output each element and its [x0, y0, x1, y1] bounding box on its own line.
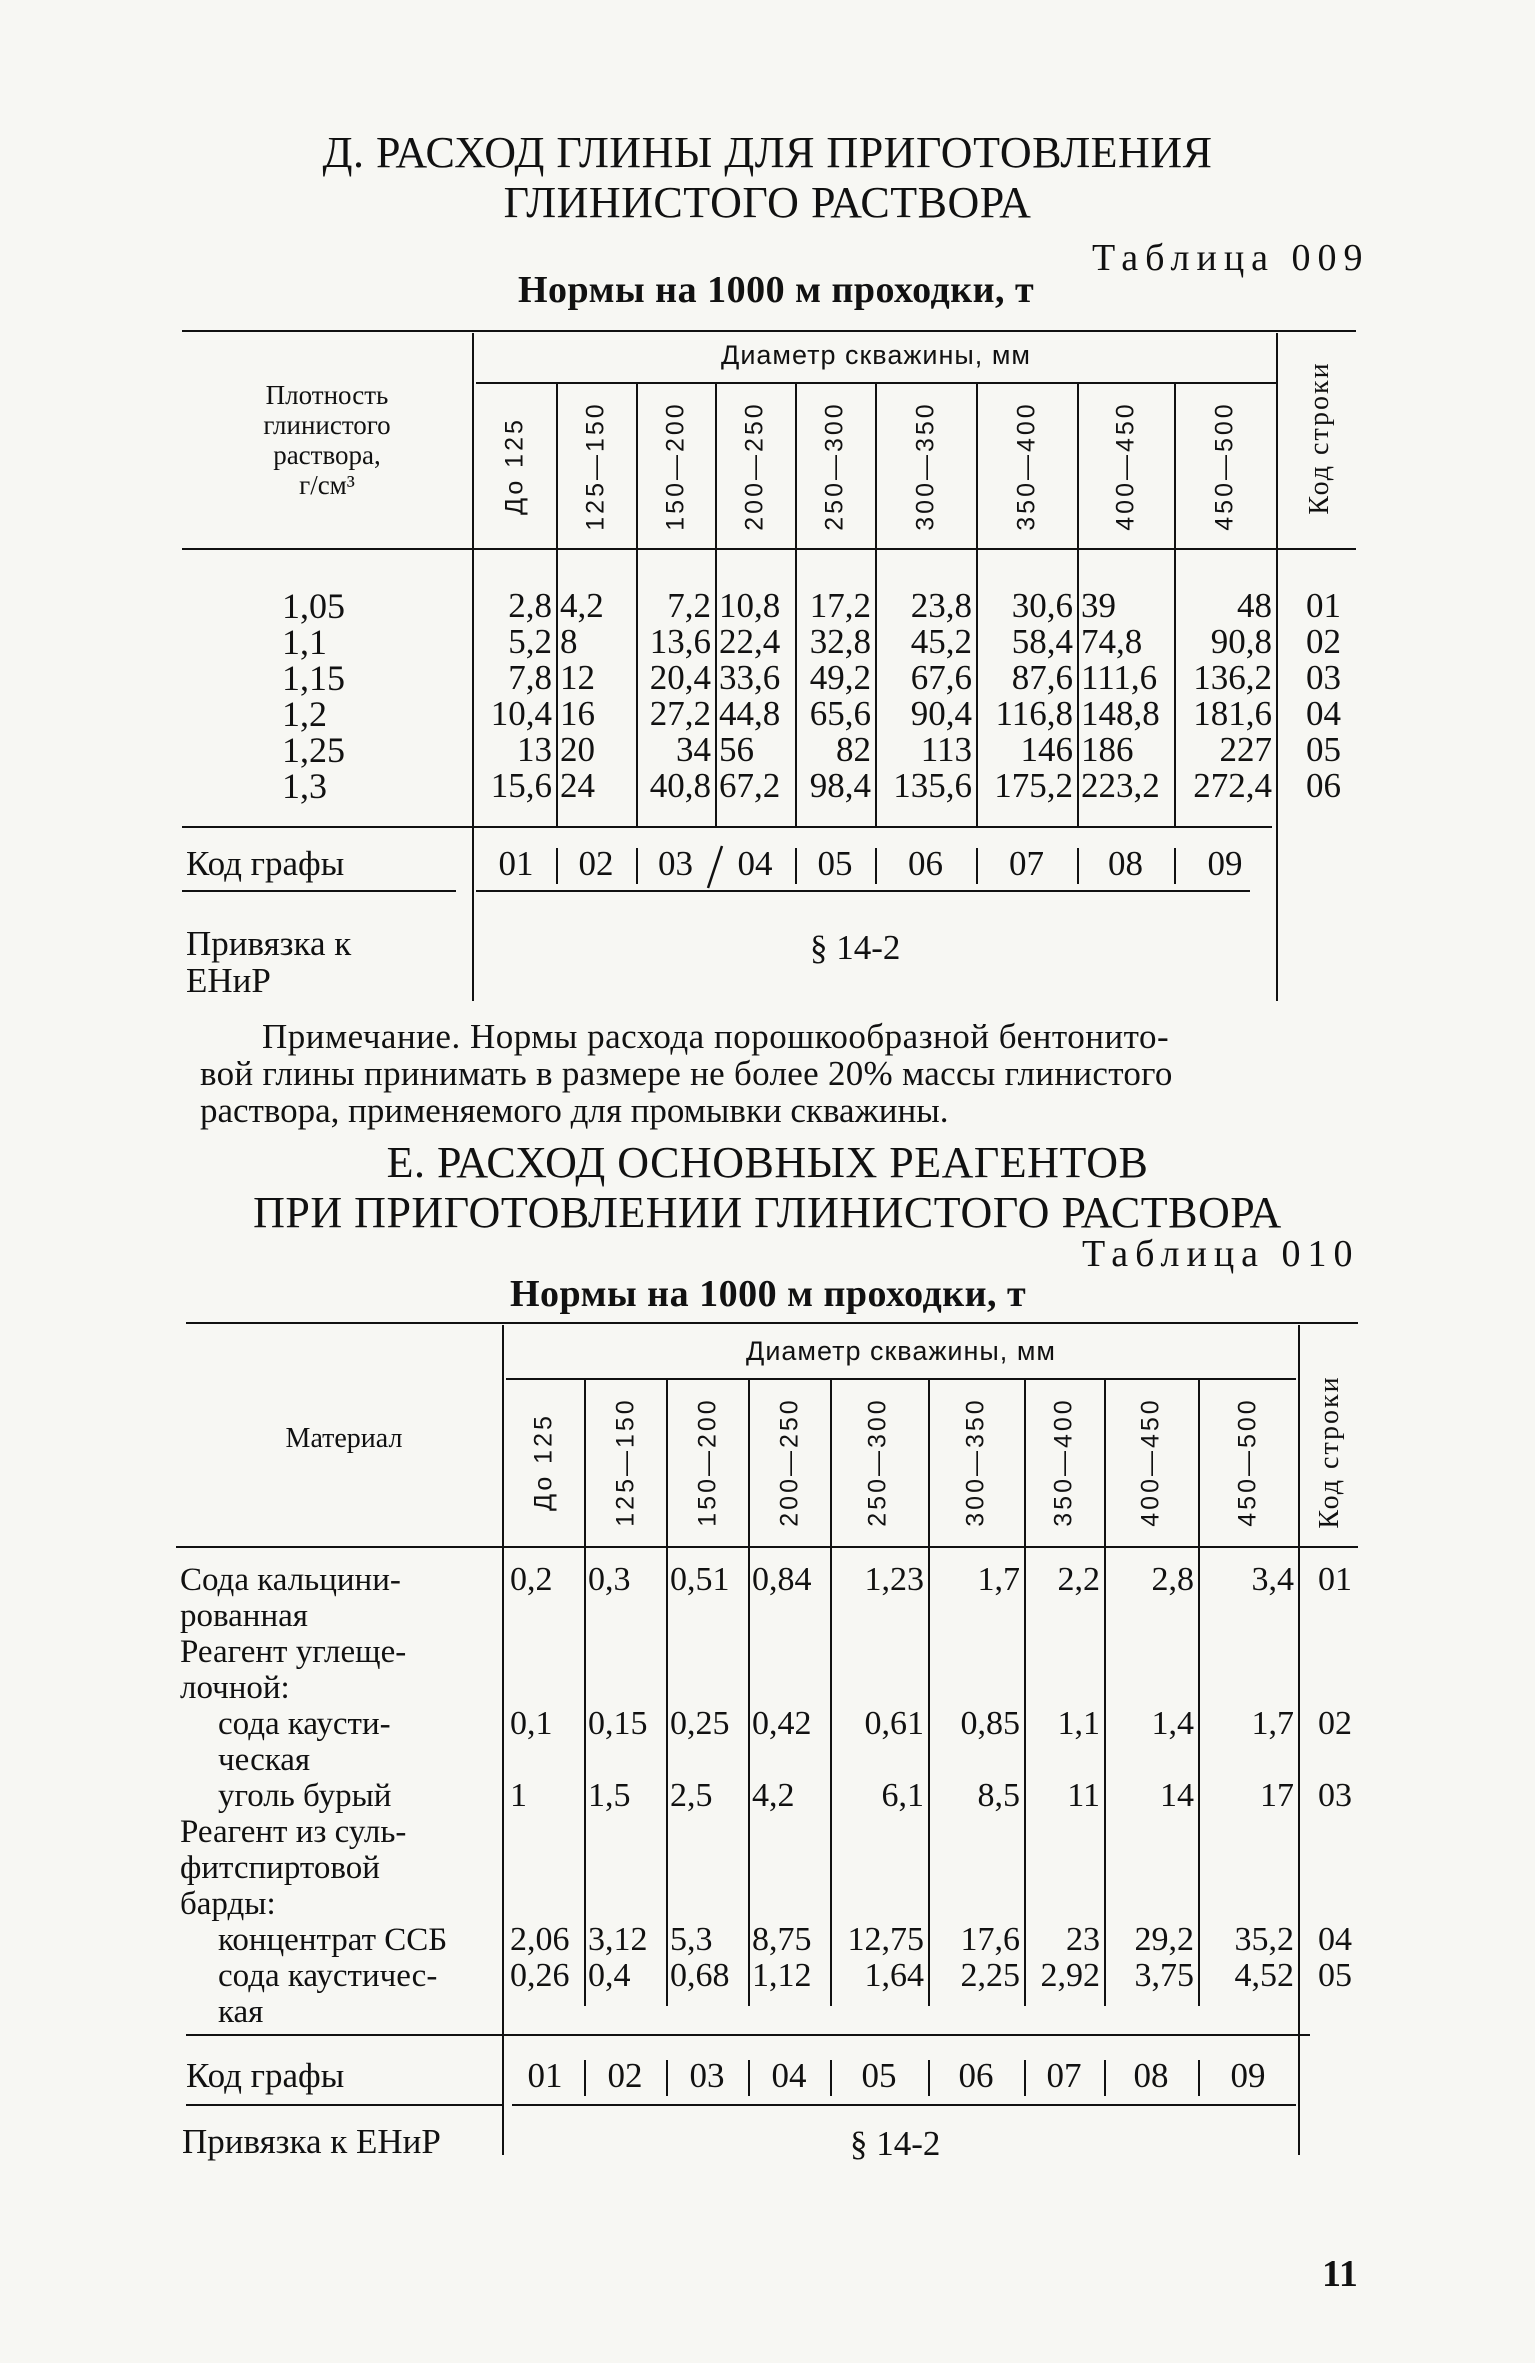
table-cell: 23,8: [910, 586, 972, 625]
table-cell: 90,4: [910, 694, 972, 733]
table-cell: 3,75: [1134, 1957, 1194, 1994]
table-cell: 186: [1081, 730, 1134, 769]
table-cell: 0,51: [670, 1561, 730, 1598]
table-cell: 12,75: [847, 1921, 924, 1958]
table-cell: 3,12: [588, 1921, 648, 1958]
table-cell: 111,6: [1081, 658, 1158, 697]
table-cell: 32,8: [809, 622, 871, 661]
table-cell: 1,4: [1151, 1705, 1194, 1742]
diam-col-header: 150—200: [693, 1397, 722, 1527]
table-cell: 1,1: [1057, 1705, 1100, 1742]
table-cell: 1: [510, 1777, 527, 1814]
table-cell: 27,2: [649, 694, 711, 733]
col-code: 04: [737, 844, 773, 883]
table-cell: 1,64: [864, 1957, 924, 1994]
row-code: 06: [1306, 766, 1341, 805]
ref-label: Привязка к: [186, 924, 352, 963]
col-code: 02: [607, 2056, 643, 2095]
table-cell: 0,2: [510, 1561, 553, 1598]
table-cell: 5,3: [670, 1921, 713, 1958]
material-line: барды:: [180, 1886, 276, 1922]
table-cell: 6,1: [881, 1777, 924, 1814]
table-cell: 33,6: [719, 658, 781, 697]
material-line: концентрат ССБ: [218, 1922, 448, 1958]
table-cell: 5,2: [508, 622, 552, 661]
table-cell: 2,8: [508, 586, 552, 625]
table-cell: 49,2: [809, 658, 871, 697]
table-cell: 29,2: [1134, 1921, 1194, 1958]
table-cell: 13,6: [649, 622, 711, 661]
table-cell: 2,92: [1040, 1957, 1100, 1994]
diam-col-header: 125—150: [611, 1397, 640, 1527]
table-cell: 0,4: [588, 1957, 631, 1994]
diam-col-header: 350—400: [1049, 1397, 1078, 1527]
diam-col-header: До 125: [500, 417, 529, 515]
table-009-label: Таблица 009: [1092, 237, 1370, 279]
table-cell: 87,6: [1011, 658, 1073, 697]
col-code: 08: [1108, 844, 1143, 883]
table-cell: 67,6: [910, 658, 972, 697]
diam-col-header: 200—250: [740, 401, 769, 531]
table-010-label: Таблица 010: [1082, 1233, 1360, 1275]
table-cell: 45,2: [910, 622, 972, 661]
table-cell: 2,06: [510, 1921, 570, 1958]
table-cell: 272,4: [1193, 766, 1272, 805]
table-cell: 39: [1081, 586, 1116, 625]
density-value: 1,05: [282, 586, 345, 626]
table-cell: 8: [560, 622, 578, 661]
table-cell: 181,6: [1193, 694, 1272, 733]
table-cell: 227: [1219, 730, 1272, 769]
table-cell: 1,5: [588, 1777, 631, 1814]
table-cell: 20: [560, 730, 595, 769]
table-cell: 24: [560, 766, 595, 805]
table-cell: 40,8: [649, 766, 711, 805]
diam-col-header: 450—500: [1210, 401, 1239, 531]
table-cell: 10,4: [490, 694, 552, 733]
table-cell: 4,2: [560, 586, 604, 625]
table-cell: 148,8: [1081, 694, 1160, 733]
table-cell: 4,2: [752, 1777, 795, 1814]
material-line: Сода кальцини-: [180, 1562, 401, 1598]
table-cell: 16: [560, 694, 595, 733]
table-cell: 0,84: [752, 1561, 812, 1598]
table-cell: 0,15: [588, 1705, 648, 1742]
page-number: 11: [1322, 2253, 1358, 2295]
table-cell: 0,26: [510, 1957, 570, 1994]
ref-label: Привязка к ЕНиР: [182, 2122, 441, 2161]
table-cell: 8,75: [752, 1921, 812, 1958]
diameter-header: Диаметр скважины, мм: [721, 340, 1031, 370]
table-cell: 2,8: [1151, 1561, 1194, 1598]
col-code: 08: [1133, 2056, 1169, 2095]
material-line: рованная: [180, 1598, 308, 1634]
table-cell: 98,4: [809, 766, 871, 805]
diam-col-header: 300—350: [911, 401, 940, 531]
table-cell: 8,5: [977, 1777, 1020, 1814]
table-cell: 67,2: [719, 766, 781, 805]
table-cell: 2,2: [1057, 1561, 1100, 1598]
ref-value: § 14-2: [850, 2124, 941, 2163]
table-cell: 12: [560, 658, 595, 697]
table-009-norms-caption: Нормы на 1000 м проходки, т: [518, 269, 1035, 311]
col-code-label: Код графы: [186, 2056, 345, 2095]
table-cell: 10,8: [719, 586, 781, 625]
section-d-title-line2: ГЛИНИСТОГО РАСТВОРА: [503, 178, 1032, 227]
code-row-header: Код строки: [1314, 1375, 1345, 1529]
table-cell: 82: [836, 730, 871, 769]
col-code: 06: [908, 844, 943, 883]
section-e-title-line1: Е. РАСХОД ОСНОВНЫХ РЕАГЕНТОВ: [386, 1138, 1149, 1187]
table-010-norms-caption: Нормы на 1000 м проходки, т: [510, 1273, 1027, 1315]
row-code: 04: [1306, 694, 1341, 733]
col-code: 02: [578, 844, 614, 883]
diam-col-header: 400—450: [1136, 1397, 1165, 1527]
diam-col-header: 250—300: [820, 401, 849, 531]
col-code: 09: [1207, 844, 1243, 883]
material-line: кая: [218, 1994, 264, 2030]
material-line: ческая: [218, 1742, 311, 1778]
table-cell: 0,61: [864, 1705, 924, 1742]
diam-col-header: 200—250: [775, 1397, 804, 1527]
table-cell: 116,8: [995, 694, 1073, 733]
table-cell: 17,6: [960, 1921, 1020, 1958]
table-cell: 0,85: [960, 1705, 1020, 1742]
material-line: сода каустичес-: [218, 1958, 438, 1994]
table-cell: 1,23: [864, 1561, 924, 1598]
table-cell: 17,2: [809, 586, 871, 625]
table-cell: 136,2: [1193, 658, 1272, 697]
table-cell: 44,8: [719, 694, 781, 733]
diam-col-header: 450—500: [1233, 1397, 1262, 1527]
row-code: 01: [1318, 1561, 1352, 1598]
section-d-title-line1: Д. РАСХОД ГЛИНЫ ДЛЯ ПРИГОТОВЛЕНИЯ: [322, 128, 1213, 177]
table-cell: 1,12: [752, 1957, 812, 1994]
material-line: лочной:: [180, 1670, 290, 1706]
material-line: уголь бурый: [218, 1778, 392, 1814]
note-line: вой глины принимать в размере не более 20% массы глинистого: [200, 1054, 1173, 1093]
material-header: Материал: [285, 1423, 403, 1454]
table-cell: 15,6: [490, 766, 552, 805]
row-code: 02: [1306, 622, 1341, 661]
table-cell: 175,2: [994, 766, 1073, 805]
diam-col-header: 300—350: [961, 1397, 990, 1527]
material-line: Реагент из суль-: [180, 1814, 407, 1850]
table-cell: 23: [1066, 1921, 1100, 1958]
diam-col-header: 400—450: [1111, 401, 1140, 531]
table-cell: 14: [1160, 1777, 1194, 1814]
table-cell: 30,6: [1011, 586, 1073, 625]
table-cell: 7,8: [508, 658, 552, 697]
col-code: 04: [771, 2056, 807, 2095]
diameter-header: Диаметр скважины, мм: [746, 1336, 1056, 1366]
table-cell: 22,4: [719, 622, 781, 661]
density-value: 1,1: [282, 622, 327, 662]
col-code: 09: [1230, 2056, 1266, 2095]
material-line: фитспиртовой: [180, 1850, 380, 1886]
note-line: раствора, применяемого для промывки скважины.: [200, 1091, 949, 1130]
diam-col-header: До 125: [529, 1413, 558, 1511]
col-code: 07: [1009, 844, 1044, 883]
table-cell: 11: [1067, 1777, 1100, 1814]
density-value: 1,25: [282, 730, 345, 770]
table-cell: 48: [1237, 586, 1272, 625]
density-value: 1,15: [282, 658, 345, 698]
table-cell: 0,42: [752, 1705, 812, 1742]
table-cell: 34: [676, 730, 711, 769]
col-code: 01: [527, 2056, 563, 2095]
table-cell: 17: [1260, 1777, 1294, 1814]
ref-value: § 14-2: [810, 928, 901, 967]
col-code: 01: [498, 844, 534, 883]
diam-col-header: 150—200: [661, 401, 690, 531]
code-row-header: Код строки: [1304, 361, 1335, 515]
table-cell: 74,8: [1081, 622, 1143, 661]
table-cell: 1,7: [1251, 1705, 1294, 1742]
col-code: 07: [1046, 2056, 1082, 2095]
table-cell: 2,25: [960, 1957, 1020, 1994]
table-cell: 135,6: [893, 766, 972, 805]
density-header: Плотность глинистого раствора, г/см³: [263, 380, 391, 500]
table-cell: 2,5: [670, 1777, 713, 1814]
row-code: 03: [1306, 658, 1341, 697]
note-line: Примечание. Нормы расхода порошкообразной бентонито-: [262, 1017, 1170, 1056]
section-e-title-line2: ПРИ ПРИГОТОВЛЕНИИ ГЛИНИСТОГО РАСТВОРА: [253, 1188, 1282, 1237]
table-cell: 0,3: [588, 1561, 631, 1598]
ref-label: ЕНиР: [186, 961, 271, 1000]
table-cell: 3,4: [1251, 1561, 1294, 1598]
table-cell: 58,4: [1011, 622, 1073, 661]
material-line: сода каусти-: [218, 1706, 391, 1742]
col-code: 03: [658, 844, 693, 883]
material-line: Реагент углеще-: [180, 1634, 407, 1670]
row-code: 05: [1306, 730, 1341, 769]
table-cell: 13: [517, 730, 552, 769]
table-cell: 0,68: [670, 1957, 730, 1994]
row-code: 01: [1306, 586, 1341, 625]
diam-col-header: 350—400: [1012, 401, 1041, 531]
table-cell: 146: [1020, 730, 1073, 769]
table-cell: 223,2: [1081, 766, 1160, 805]
table-cell: 4,52: [1234, 1957, 1294, 1994]
table-cell: 35,2: [1234, 1921, 1294, 1958]
table-cell: 0,1: [510, 1705, 553, 1742]
table-cell: 113: [920, 730, 972, 769]
col-code: 06: [958, 2056, 994, 2095]
col-code-label: Код графы: [186, 844, 345, 883]
table-cell: 20,4: [649, 658, 711, 697]
table-cell: 90,8: [1210, 622, 1272, 661]
col-code: 03: [689, 2056, 725, 2095]
table-cell: 1,7: [977, 1561, 1020, 1598]
diam-col-header: 125—150: [581, 401, 610, 531]
table-cell: 65,6: [809, 694, 871, 733]
row-code: 04: [1318, 1921, 1352, 1958]
row-code: 05: [1318, 1957, 1352, 1994]
table-cell: 0,25: [670, 1705, 730, 1742]
density-value: 1,2: [282, 694, 327, 734]
col-code: 05: [861, 2056, 897, 2095]
density-value: 1,3: [282, 766, 327, 806]
row-code: 02: [1318, 1705, 1352, 1742]
row-code: 03: [1318, 1777, 1352, 1814]
table-cell: 56: [719, 730, 754, 769]
col-code: 05: [817, 844, 853, 883]
table-cell: 7,2: [667, 586, 711, 625]
diam-col-header: 250—300: [863, 1397, 892, 1527]
